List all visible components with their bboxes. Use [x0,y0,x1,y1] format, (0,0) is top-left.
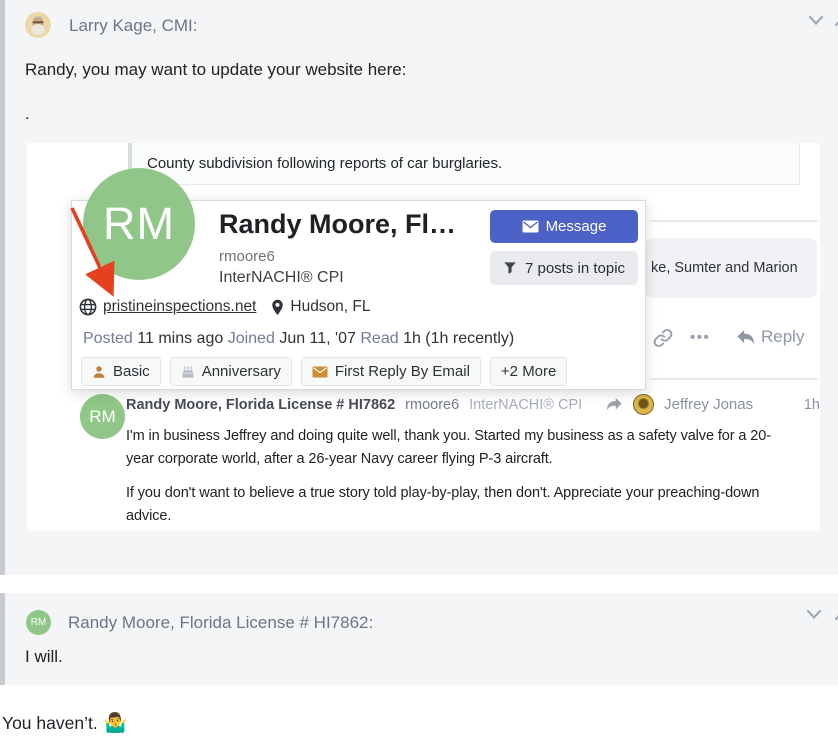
badge-more[interactable] [490,357,567,386]
link-icon[interactable] [653,328,673,348]
reply-to-username[interactable]: Jeffrey Jonas [664,396,754,413]
main-reply-text: You haven’t. [2,712,98,733]
post-header [126,394,820,415]
badge-label: Basic [113,363,150,380]
message-button[interactable] [490,210,638,243]
reply-arrow-icon [736,329,755,346]
stat-label: Read [360,330,399,347]
quote-block-randy [0,593,838,685]
user-card-name[interactable]: Randy Moore, Fl… [219,209,457,239]
reply-button[interactable] [736,327,804,347]
background-quote-box [645,238,817,298]
quote1-body: Randy, you may want to update your website here: [25,60,407,79]
post-paragraph-1 [126,425,771,471]
quote1-author: Larry Kage, CMI: [69,16,198,35]
envelope-icon [522,220,539,233]
chevron-down-icon[interactable] [808,15,824,26]
user-card-user-title: InterNACHI® CPI [219,269,344,286]
location-pin-icon [271,299,284,316]
badge-label: First Reply By Email [334,363,470,380]
post-more-actions[interactable]: ••• [690,329,711,346]
stat-label: Joined [227,330,275,347]
badge-first-reply-by-email[interactable] [301,357,481,386]
badge-anniversary[interactable] [170,357,292,386]
post-author-title: InterNACHI® CPI [469,396,583,413]
user-card-badges [81,357,567,386]
post-text-line: If you don't want to believe a true story told play-by-play, then don't. Appreciate your preaching-down [126,485,760,501]
red-annotation-arrow [57,195,132,310]
filter-posts-button[interactable] [490,251,638,285]
envelope-orange-icon [312,366,328,378]
reply-to-avatar[interactable] [633,394,654,415]
person-icon [92,365,106,379]
post-author-avatar[interactable]: RM [80,394,125,439]
post-paragraph-2 [126,482,759,528]
quote2-body: I will. [25,647,63,666]
quote2-avatar[interactable]: RM [26,610,51,635]
badge-label: Anniversary [201,363,281,380]
stat-value: 11 mins ago [137,330,224,347]
post-text-line: advice. [126,508,172,524]
stat-value: 1h (1h recently) [403,330,515,347]
background-quote-text: ke, Sumter and Marion [651,260,798,276]
cake-icon [181,365,195,379]
user-card-stats [83,330,514,348]
reply-to-arrow-icon [606,397,623,412]
stat-value: Jun 11, '07 [279,330,356,347]
inner-quote-text: County subdivision following reports of car burglaries. [147,155,503,172]
divider [650,220,818,222]
user-card-avatar[interactable]: RM [83,168,195,280]
embedded-screenshot[interactable] [27,143,820,531]
filter-icon [503,261,517,275]
larry-kage-avatar[interactable] [25,12,51,38]
divider [650,378,818,380]
post-author-name[interactable]: Randy Moore, Florida License # HI7862 [126,396,396,413]
reply-label: Reply [761,327,805,346]
filter-button-label: 7 posts in topic [524,259,626,277]
user-card-username: rmoore6 [219,248,275,265]
post-text-line: I'm in business Jeffrey and doing quite well, thank you. Started my business as a safety valve for a 20- [126,428,771,444]
chevron-down-icon[interactable] [806,609,822,620]
post-author-username: rmoore6 [405,396,460,413]
badge-label: +2 More [500,363,557,380]
main-reply-text-row [2,711,127,735]
badge-basic[interactable] [81,357,161,386]
message-button-label: Message [545,218,607,235]
website-link[interactable]: pristineinspections.net [103,298,257,315]
inner-quote-box [128,143,800,185]
shrug-emoji: 🤷‍♂️ [103,713,128,734]
quote1-body-dot: . [25,104,30,123]
user-location: Hudson, FL [290,298,371,315]
post-text-line: year corporate world, after a 26-year Navy career flying P-3 aircraft. [126,451,553,467]
post-timestamp: 1h [803,396,820,413]
quote2-author: Randy Moore, Florida License # HI7862: [68,613,374,632]
stat-label: Posted [83,330,133,347]
